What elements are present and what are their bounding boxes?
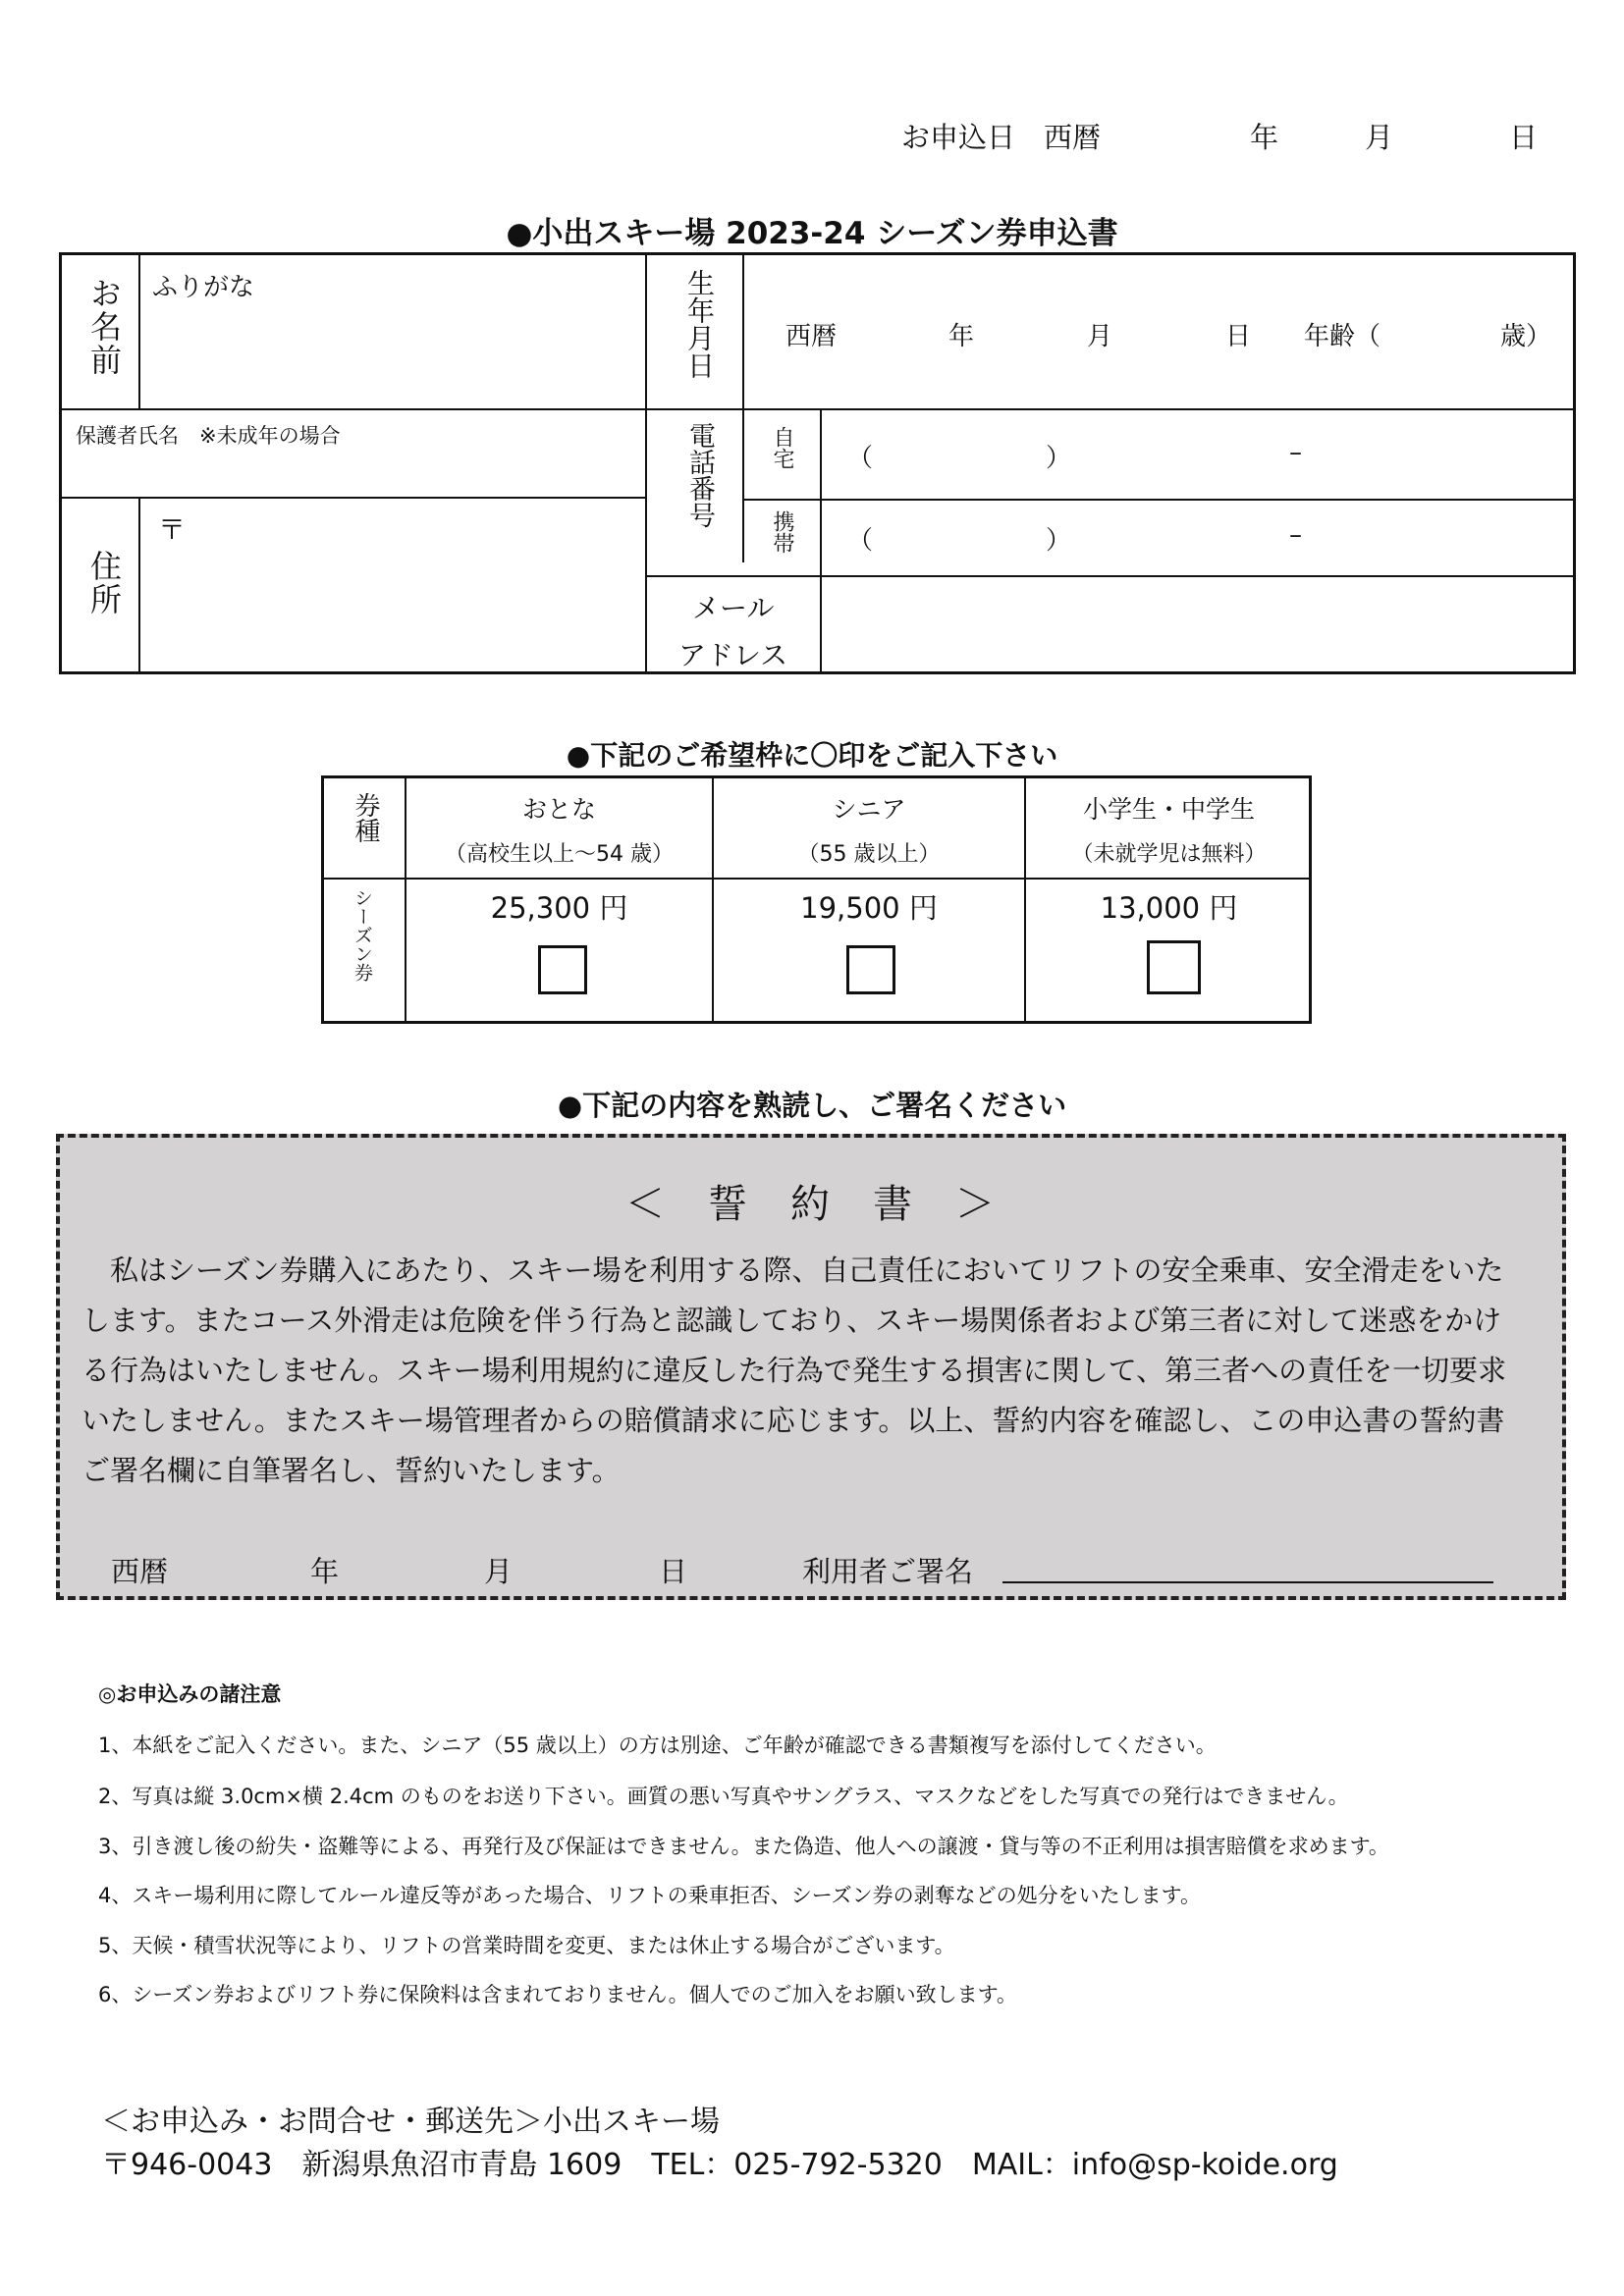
divider: [645, 255, 647, 674]
pass-adult-name: おとな: [521, 795, 596, 824]
birth-date-label: 生年月日: [683, 269, 716, 379]
home-dash: –: [1289, 438, 1302, 467]
pledge-date-day: 日: [659, 1555, 688, 1588]
mobile-paren-close: ）: [1046, 526, 1072, 556]
birth-year: 年: [948, 322, 975, 351]
application-date-day: 日: [1509, 121, 1539, 154]
phone-label: 電話番号: [684, 422, 715, 528]
contact-address: 〒946-0043 新潟県魚沼市青島 1609 TEL：025-792-5320 MAIL：info@sp-koide.org: [101, 2148, 1338, 2182]
pledge-line: いたしません。またスキー場管理者からの賠償請求に応じます。以上、誓約内容を確認し、この申込書の誓約書: [81, 1404, 1505, 1437]
pledge-date-month: 月: [484, 1555, 514, 1588]
name-field[interactable]: [140, 304, 643, 406]
mobile-phone-field[interactable]: [822, 501, 1576, 573]
notice-item: 5、天候・積雪状況等により、リフトの営業時間を変更、または休止する場合がございます。: [98, 1934, 955, 1957]
pass-adult-checkbox[interactable]: [538, 945, 587, 994]
form-title: ●小出スキー場 2023-24 シーズン券申込書: [506, 216, 1118, 251]
pass-senior-note: （55 歳以上）: [797, 842, 941, 867]
application-date-label: お申込日 西暦: [901, 121, 1102, 154]
divider: [62, 497, 645, 499]
mobile-paren-open: （: [847, 526, 874, 556]
birth-day: 日: [1225, 322, 1252, 351]
notice-item: 3、引き渡し後の紛失・盗難等による、再発行及び保証はできません。また偽造、他人への譲渡・貸与等の不正利用は損害賠償を求めます。: [98, 1835, 1389, 1858]
home-paren-close: ）: [1046, 444, 1072, 473]
pass-adult-note: （高校生以上～54 歳）: [445, 842, 674, 867]
home-phone-label: 自宅: [770, 426, 794, 469]
guardian-label: 保護者氏名 ※未成年の場合: [76, 424, 341, 448]
guardian-field[interactable]: [62, 450, 643, 495]
pass-senior-price: 19,500 円: [800, 891, 938, 925]
postal-mark: 〒: [158, 513, 187, 546]
address-label: 住所: [85, 550, 123, 616]
pass-student-price: 13,000 円: [1100, 891, 1238, 925]
pledge-body: [81, 1246, 1544, 1496]
signature-label: 利用者ご署名: [802, 1555, 974, 1588]
notices-title: ◎お申込みの諸注意: [98, 1682, 282, 1706]
mobile-phone-label: 携帯: [770, 510, 794, 554]
notice-item: 4、スキー場利用に際してルール違反等があった場合、リフトの乗車拒否、シーズン券の剥奪などの処分をいたします。: [98, 1884, 1201, 1907]
pass-heading: ●下記のご希望枠に〇印をご記入下さい: [566, 739, 1058, 772]
pledge-line: ご署名欄に自筆署名し、誓約いたします。: [81, 1454, 621, 1487]
pledge-line: します。またコース外滑走は危険を伴う行為と認識しており、スキー場関係者および第三者に対して迷惑をかけ: [81, 1304, 1502, 1337]
pass-senior-checkbox[interactable]: [846, 945, 895, 994]
pass-adult-price: 25,300 円: [490, 891, 628, 925]
pledge-heading: ●下記の内容を熟読し、ご署名ください: [557, 1089, 1067, 1122]
application-date-month: 月: [1365, 121, 1394, 154]
age-label: 年齢（: [1304, 322, 1381, 351]
age-suffix: 歳）: [1500, 322, 1552, 351]
name-label: お名前: [85, 277, 123, 377]
pledge-date-era: 西暦: [111, 1555, 169, 1588]
email-field[interactable]: [822, 577, 1576, 672]
signature-line[interactable]: [1002, 1581, 1493, 1583]
address-field[interactable]: [140, 501, 643, 672]
pledge-line: 私はシーズン券購入にあたり、スキー場を利用する際、自己責任においてリフトの安全乗車、安全滑走をいた: [81, 1254, 1504, 1287]
birth-month: 月: [1087, 322, 1113, 351]
home-paren-open: （: [847, 444, 874, 473]
email-label-line2: アドレス: [678, 639, 788, 671]
pledge-box: [56, 1134, 1566, 1600]
season-pass-label: シーズン券: [352, 888, 373, 982]
pledge-title: ＜ 誓 約 書 ＞: [625, 1182, 997, 1227]
divider: [62, 408, 645, 410]
application-date-year: 年: [1250, 121, 1279, 154]
applicant-form: [59, 252, 1576, 674]
divider: [324, 878, 1312, 880]
home-phone-field[interactable]: [822, 410, 1576, 497]
pledge-line: る行為はいたしません。スキー場利用規約に違反した行為で発生する損害に関して、第三者への責任を一切要求: [81, 1354, 1507, 1387]
pass-student-name: 小学生・中学生: [1082, 795, 1255, 824]
furigana-label: ふりがな: [152, 273, 255, 302]
email-label-line1: メール: [692, 592, 775, 624]
pass-senior-name: シニア: [832, 795, 906, 824]
pass-student-checkbox[interactable]: [1147, 940, 1201, 994]
pass-student-note: （未就学児は無料）: [1071, 842, 1267, 867]
contact-heading: ＜お申込み・お問合せ・郵送先＞小出スキー場: [101, 2105, 720, 2139]
notice-item: 2、写真は縦 3.0cm×横 2.4cm のものをお送り下さい。画質の悪い写真やサングラス、マスクなどをした写真での発行はできません。: [98, 1785, 1349, 1808]
pledge-date-year: 年: [310, 1555, 340, 1588]
pass-type-label: 券種: [351, 792, 380, 843]
notice-item: 6、シーズン券およびリフト券に保険料は含まれておりません。個人でのご加入をお願い致します。: [98, 1983, 1017, 2006]
notice-item: 1、本紙をご記入ください。また、シニア（55 歳以上）の方は別途、ご年齢が確認できる書類複写を添付してください。: [98, 1734, 1217, 1757]
birth-era: 西暦: [785, 322, 838, 351]
mobile-dash: –: [1289, 520, 1302, 550]
pass-table: [321, 775, 1312, 1024]
